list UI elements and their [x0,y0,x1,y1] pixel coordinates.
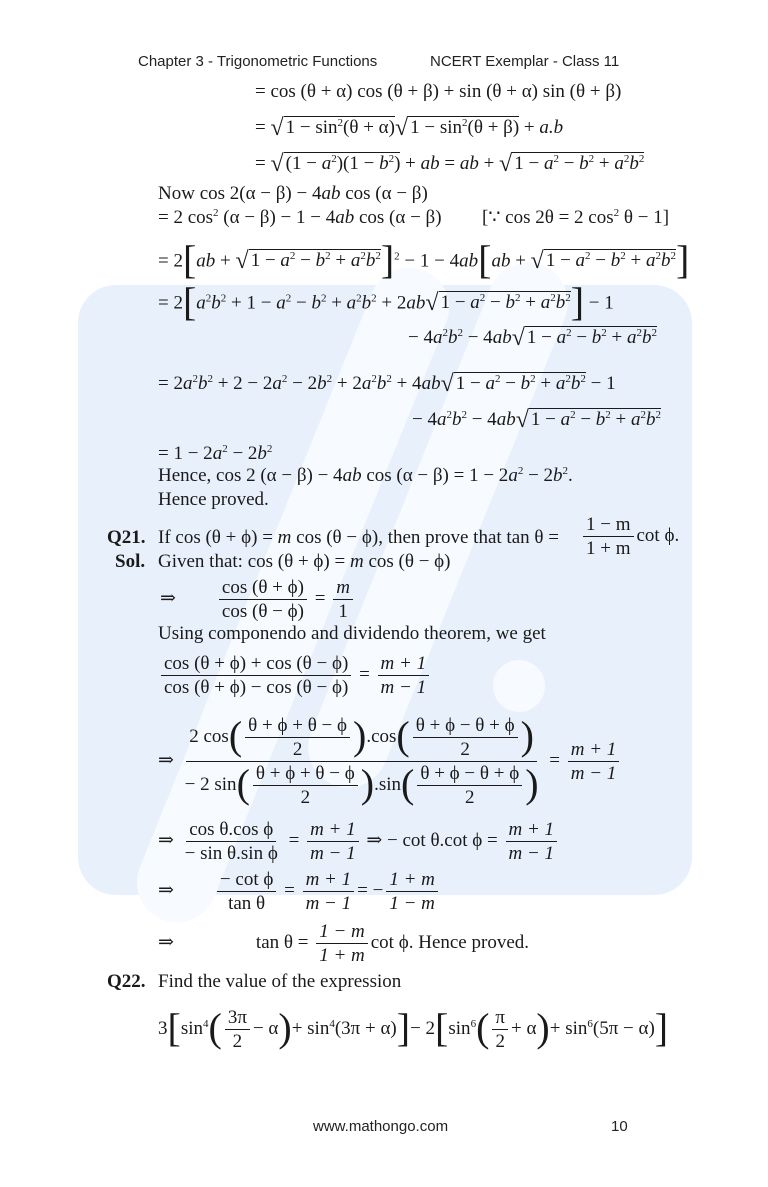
implies-step: ⇒ tan θ = $\frac{1 - m}{1 + m}$ cot ϕ. Hence proved. [158,921,529,966]
expression: $3[\sin^4$( $\frac{3\pi}{2}$ − $\alpha)+ \sin^4(3\pi + \alpha)]- 2[\sin^6$( $\frac{\pi}{2}$ + $\alpha)+ \sin^6(5\pi - \alpha)$] [158,1004,669,1052]
implies-step: ⇒ 2 cos( $\frac{\theta + \phi + \theta - \phi}{2}$ ).cos( $\frac{\theta + \phi - \theta + \phi}{2}$ ) − 2 sin( $\frac{\theta + \phi + \theta - \phi}{2}$ ).sin( $\frac{\theta + \phi - \theta + \phi}{2}$ ) = $\frac{m + 1}{m - 1}$ [158,716,622,807]
implies-step: ⇒ $\frac{\text{− cot ϕ}}{\text{tan θ}}$ = $\frac{m + 1}{m - 1}$ = − $\frac{1 + m}{1 - m}$ [158,870,441,913]
fraction: $\frac{1 - m}{1 + m}$ cot ϕ. [580,515,679,558]
equation-line: = 2 $\cos^2 (\alpha - \beta) - 1 - 4ab$ cos (α − β) [158,207,442,228]
equation-line: − $4a^2b^2 - 4ab√$ $1 - a^2 - b^2 + a^2b^2$ [412,407,662,433]
equation-line: − $4a^2b^2 - 4ab√$ $1 - a^2 - b^2 + a^2b^2$ [408,325,658,351]
implies-step: ⇒ $\frac{\text{cos θ.cos ϕ}}{\text{− sin θ.sin ϕ}}$ = $\frac{m + 1}{m - 1}$ ⇒ − cot θ.cot ϕ = $\frac{m + 1}{m - 1}$ [158,820,560,863]
text-line: Using componendo and dividendo theorem, we get [158,623,546,644]
text-line: Given that: cos (θ + ϕ) = m cos (θ − ϕ) [158,551,451,572]
question-text: If cos (θ + ϕ) = m cos (θ − ϕ), then prove that tan θ = [158,527,559,548]
equation-line: $\frac{\cos (\theta + \phi) + \cos (\theta - \phi)}{\cos (\theta + \phi) - \cos (\theta - \phi)}$ = $\frac{m + 1}{m - 1}$ [158,654,432,697]
equation-line: = $1 - 2a^2 - 2b^2$ [158,443,273,464]
question-label: Q22. [107,971,146,992]
page-number: 10 [611,1118,628,1135]
solution-label: Sol. [115,551,146,572]
equation-line: = 2[ab + √ $1 - a^2 - b^2 + a^2b^2]^2 - 1 - 4ab[ab$ + √ $1 - a^2 - b^2 + a^2b^2$] [158,237,690,282]
question-label: Q21. [107,527,146,548]
text-line: Now cos 2(α − β) − 4ab cos (α − β) [158,183,428,204]
hence-proved: Hence proved. [158,489,269,510]
equation-line: = $2[a^2b^2 + 1 - a^2 - b^2 + a^2b^2 + 2ab√$ $1 - a^2 - b^2 + a^2b^2] - 1$ [158,279,614,324]
equation-line: = √ $(1 - a^2)(1 - b^2)$ + ab = ab + √ $1 - a^2 - b^2 + a^2b^2$ [255,151,645,177]
website-link[interactable]: www.mathongo.com [313,1118,449,1135]
equation-line: = √ $1 - \sin^2(\theta + \alpha)√$ $1 - \sin^2(\theta + \beta) + a.b$ [255,115,564,141]
equation-line: = cos (θ + α) cos (θ + β) + sin (θ + α) sin (θ + β) [255,81,622,102]
equation-line: = $2a^2b^2 + 2 - 2a^2 - 2b^2 + 2a^2b^2 + 4ab√$ $1 - a^2 - b^2 + a^2b^2 - 1$ [158,371,616,397]
question-text: Find the value of the expression [158,971,402,992]
watermark-dot [493,660,545,712]
book-title: NCERT Exemplar - Class 11 [430,53,620,70]
identity-note: [∵ cos 2θ = 2 $\cos^2 \theta - 1$] [482,207,670,228]
chapter-title: Chapter 3 - Trigonometric Functions [138,53,378,70]
text-line: Hence, cos 2 (α − β) − 4ab $\cos (\alpha - \beta) = 1 - 2a^2 - 2b^2$. [158,465,573,486]
implies-step: ⇒ $\frac{\cos (\theta + \phi)}{\cos (\theta - \phi)}$ = $\frac{m}{1}$ [160,578,356,621]
